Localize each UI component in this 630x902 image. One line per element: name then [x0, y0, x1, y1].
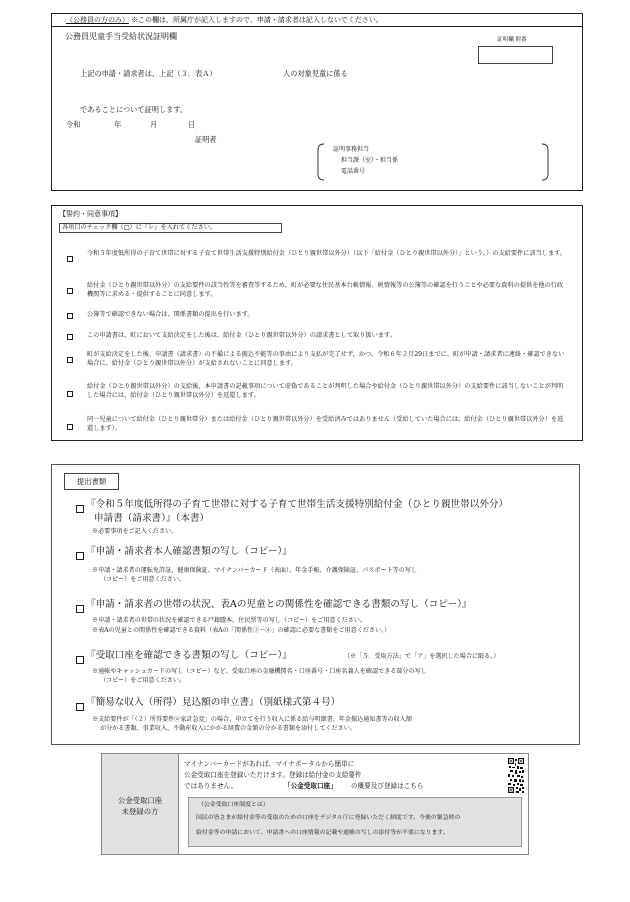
doc3-title: 『申請・請求者の世帯の状況、表Aの児童との関係性を確認できる書類の写し（コピー）』 — [86, 599, 472, 610]
date-year: 年 — [114, 120, 122, 129]
pledge-instruction: 各項目のチェック欄（□）に『レ』を入れてください。 — [59, 223, 282, 233]
qr-code-icon[interactable] — [508, 758, 524, 793]
doc5-title: 『簡易な収入（所得）見込額の申立書』（別紙様式第４号） — [86, 697, 341, 708]
pledge-checkbox-1[interactable] — [67, 256, 73, 262]
pledge-item-6: 給付金（ひとり親世帯以外分）の支給後、本申請書の記載事項について虚偽であることが判明した場合や給付金（ひとり親世帯以外分）の支給要件に該当しないことが判明した場合には、給付金（ひとり親世帯以外分）を返還します。 — [87, 383, 564, 399]
cert-number-label: 証明欄 附番 — [497, 37, 527, 43]
doc-checkbox-4[interactable] — [76, 656, 84, 664]
doc2-note-b: （コピー）をご用意ください。 — [100, 576, 186, 583]
doc-checkbox-2[interactable] — [76, 552, 84, 560]
doc-checkbox-5[interactable] — [76, 703, 84, 711]
public-account-line1: マイナンバーカードがあれば、マイナポータルから簡単に — [184, 760, 355, 768]
doc3-note-a: ※申請・請求者の世帯の状況を確認できる戸籍謄本、住民票等の写し（コピー）をご用意ください。 — [92, 617, 366, 624]
public-account-line3b[interactable]: 「公金受取口座」 — [284, 782, 337, 790]
doc4-title: 『受取口座を確認できる書類の写し（コピー）』 — [86, 650, 292, 661]
doc2-note-a: ※申請・請求者の運転免許証、健康保険証、マイナンバーカード（表面）、年金手帳、介護保険証、パスポート等の写し — [92, 567, 418, 574]
pledge-item-4: この申請書は、町において支給決定をした後は、給付金（ひとり親世帯以外分）の請求書として取り扱います。 — [87, 332, 396, 339]
pledge-item-5: 町が支給決定をした後、申請書（請求書）の不備による振込不能等の事由により支払が完了せず、かつ、令和６年２月29日までに、町が申請・請求者に連絡・確認できない場合に、給付金（ひとり親世帯以外分）が支給されないことに同意します。 — [87, 351, 565, 367]
cert-line2: であることについて証明します。 — [80, 105, 188, 114]
official-header-label: （公務員の方のみ） — [66, 16, 129, 24]
official-header-divider — [51, 26, 583, 27]
public-account-line3c: の概要及び登録はこちら — [351, 782, 424, 790]
doc2-title: 『申請・請求者本人確認書類の写し（コピー）』 — [86, 546, 292, 557]
date-month: 月 — [150, 120, 158, 129]
pledge-item-7: 同一児童について給付金（ひとり親世帯分）または給付金（ひとり親世帯以外分）を受給済みではありません（受給していた場合には、給付金（ひとり親世帯以外分）を返還します）。 — [87, 416, 564, 432]
pledge-section — [51, 205, 583, 441]
doc1-title-b: 申請書（請求書）』（本書） — [94, 513, 210, 524]
doc1-title-a: 『令和５年度低所得の子育て世帯に対する子育て世帯生活支援特別給付金（ひとり親世帯以外分） — [86, 499, 509, 510]
date-era: 令和 — [66, 120, 81, 129]
submission-heading: 提出書類 — [64, 473, 119, 490]
doc3-note-b: ※表Aの児童との関係性を確認できる資料（表Aの「関係性①～④」の確認に必要な書類をご用意ください。） — [92, 627, 391, 634]
doc-checkbox-1[interactable] — [76, 505, 84, 513]
doc1-note: ※必要事項をご記入ください。 — [92, 528, 178, 535]
cert-line1-suffix: 人の対象児童に係る — [283, 69, 348, 78]
public-account-sub-line2: 給付金等の申請において、申請書への口座情報の記載や通帳の写しの添付等が不要になります。 — [196, 830, 449, 836]
official-header-note: ※この欄は、所属庁が記入しますので、申請・請求者は記入しないでください。 — [131, 16, 383, 24]
pledge-checkbox-6[interactable] — [67, 391, 73, 397]
contact-line-1: 証明事務担当 — [333, 146, 370, 153]
official-title: 公務員児童手当受給状況証明欄 — [65, 32, 177, 41]
doc5-note-b: が分かる書類、事業収入、不動産収入にかかる経費の金額の分かる書類を添付してください。 — [100, 725, 356, 732]
pledge-heading: 【誓約・同意事項】 — [59, 210, 122, 218]
doc-checkbox-3[interactable] — [76, 605, 84, 613]
contact-line-3: 電話番号 — [341, 168, 366, 175]
cert-line1: 上記の申請・請求者は、上記（３．表Ａ） — [80, 69, 217, 78]
public-account-side-label-a: 公金受取口座 — [117, 796, 163, 805]
pledge-checkbox-5[interactable] — [67, 357, 73, 363]
public-account-line2: 公金受取口座を登録いただけます。登録は給付金の支給要件 — [184, 771, 362, 779]
doc4-note-b: （コピー）をご用意ください。 — [100, 677, 186, 684]
doc5-note-a: ※支給要件が「（２）所得要件②家計急変」の場合、申立てを行う収入に係る給与明細書、年金振込通知書等の収入額 — [92, 716, 412, 723]
contact-line-2: 担当課（室）・担当係 — [341, 157, 399, 164]
certifier-label: 証明者 — [195, 135, 217, 144]
public-account-line3a: ではありません。 — [184, 782, 238, 790]
date-day: 日 — [188, 120, 196, 129]
doc4-note-a: ※通帳やキャッシュカードの写し（コピー）など、受取口座の金融機関名・口座番号・口座名義人を確認できる部分の写し — [92, 668, 427, 675]
public-account-sub-line1: 国民の皆さまが給付金等の受取のための口座をデジタル庁に登録いただく制度です。今後の緊急時の — [196, 815, 461, 821]
pledge-checkbox-2[interactable] — [67, 288, 73, 294]
pledge-item-3: 公簿等で確認できない場合は、関係書類の提出を行います。 — [87, 311, 254, 318]
pledge-checkbox-3[interactable] — [67, 313, 73, 319]
pledge-checkbox-7[interactable] — [67, 424, 73, 430]
public-account-side-label-b: 未登録の方 — [121, 807, 159, 816]
public-account-sub-heading: （公金受取口座制度とは） — [198, 802, 269, 808]
pledge-item-2: 給付金（ひとり親世帯以外分）の支給要件の該当性等を審査等するため、町が必要な住民基本台帳情報、税情報等の公簿等の確認を行うことや必要な資料の提供を他の行政機関等に求める・提供することに同意します。 — [87, 282, 564, 298]
cert-number-field[interactable] — [478, 46, 553, 64]
doc4-suffix: （※「５．受取方法」で「ア」を選択した場合に限る。） — [344, 653, 500, 660]
pledge-item-1: 令和５年度低所得の子育て世帯に対する子育て世帯生活支援特別給付金（ひとり親世帯以外分）（以下「給付金（ひとり親世帯以外分）」という。）の支給要件に該当します。 — [87, 250, 567, 257]
pledge-checkbox-4[interactable] — [67, 334, 73, 340]
